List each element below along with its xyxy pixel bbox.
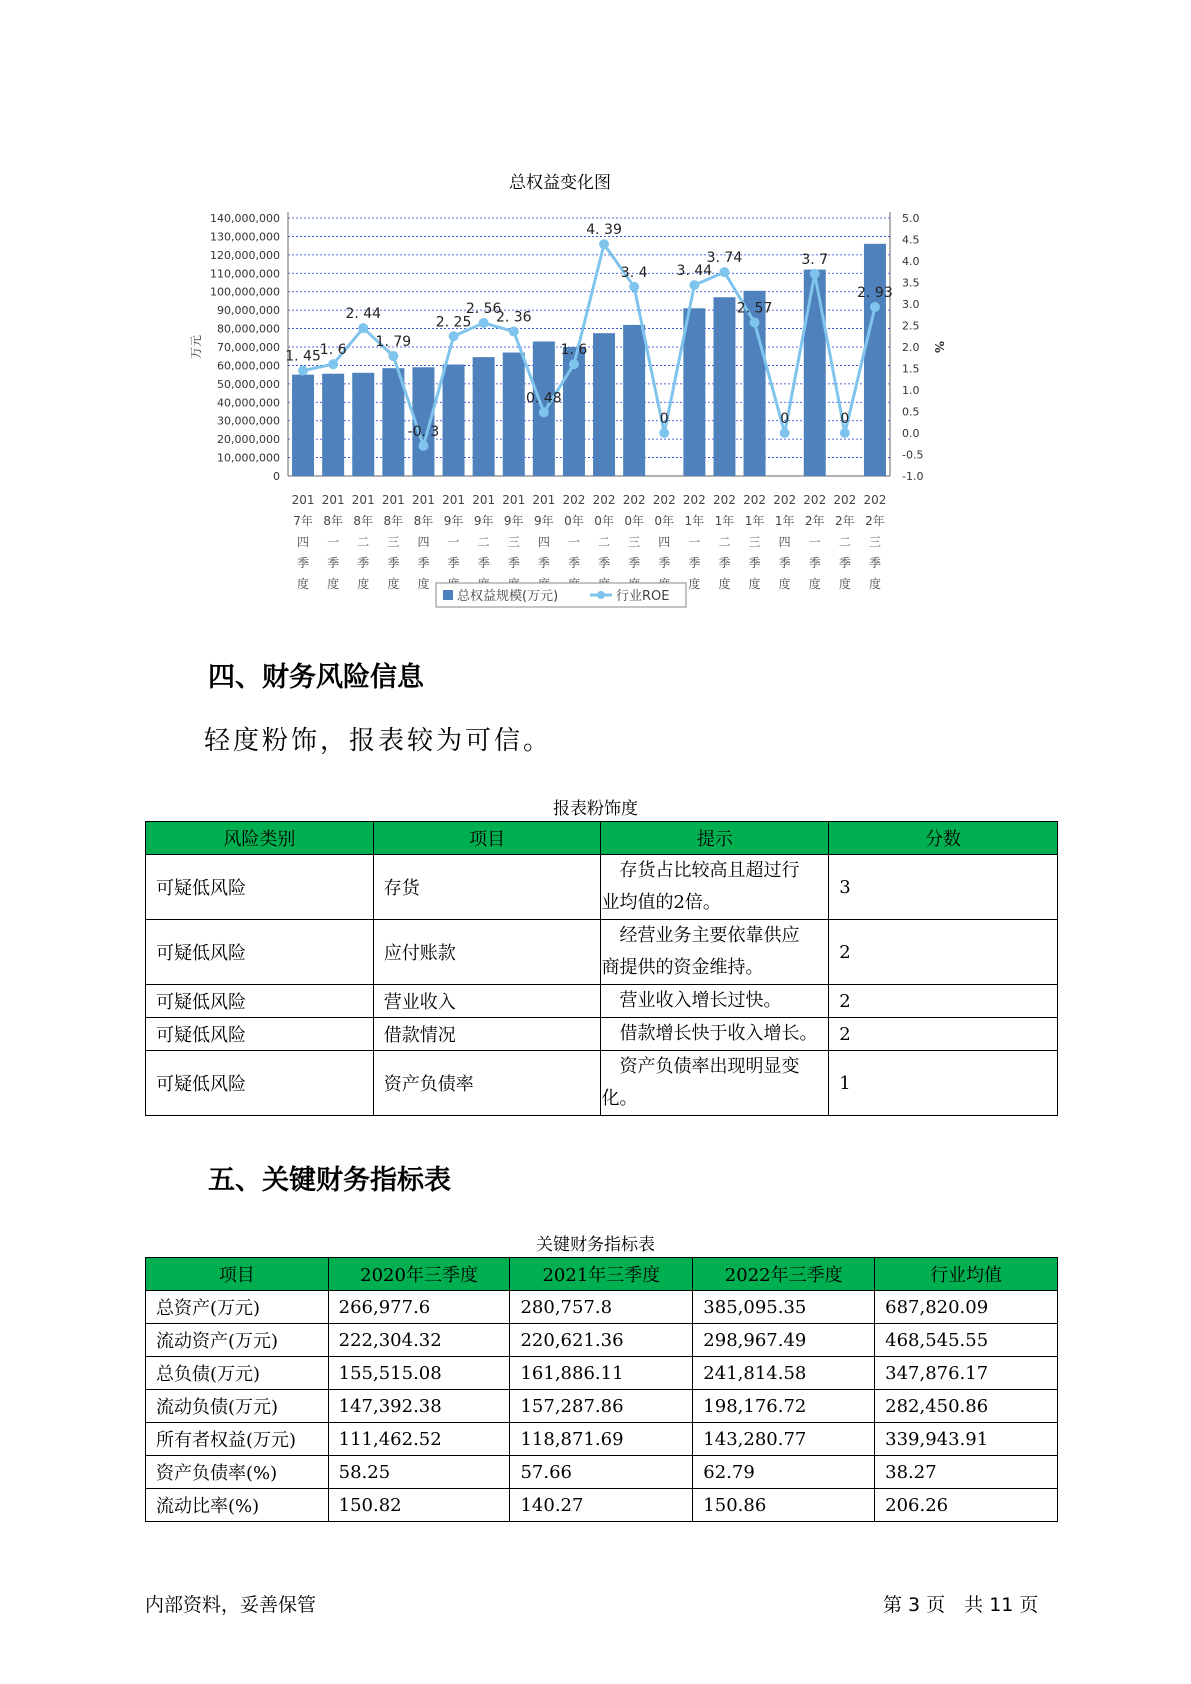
table-row	[146, 1357, 1058, 1390]
x-tick-label: 8年	[323, 514, 343, 528]
header-cell: 分数	[829, 822, 1058, 855]
x-tick-label: 202	[863, 493, 887, 507]
x-tick-label: 8年	[353, 514, 374, 528]
x-tick-label: 度	[748, 577, 761, 591]
roe-point	[840, 428, 850, 438]
x-tick-label: 二	[598, 535, 611, 549]
y-left-axis-label: 万元	[189, 334, 203, 360]
bar	[623, 325, 645, 476]
roe-point	[659, 428, 669, 438]
roe-data-label: 2. 25	[435, 314, 472, 331]
x-tick-label: 度	[297, 577, 310, 591]
roe-data-label: 1. 45	[285, 348, 321, 365]
y-left-tick-label: 100,000,000	[210, 285, 280, 299]
y-right-tick-label: 1.0	[902, 384, 920, 397]
risk-category: 可疑低风险	[146, 985, 374, 1018]
risk-item: 营业收入	[373, 985, 601, 1018]
x-tick-label: 一	[688, 535, 701, 549]
x-tick-label: 1年	[714, 514, 735, 528]
x-tick-label: 季	[658, 556, 671, 570]
chart-title: 总权益变化图	[509, 173, 611, 193]
roe-point	[358, 323, 368, 333]
metric-name: 资产负债率(%)	[146, 1456, 329, 1489]
y-left-tick-label: 40,000,000	[217, 396, 280, 410]
x-tick-label: 三	[748, 535, 761, 549]
x-tick-label: 二	[718, 535, 731, 549]
y-right-tick-label: 3.5	[902, 276, 920, 290]
metric-value: 222,304.32	[328, 1324, 510, 1357]
metric-value: 140.27	[510, 1489, 693, 1522]
risk-item: 借款情况	[373, 1018, 601, 1051]
x-tick-label: 0年	[594, 514, 614, 528]
metric-value: 62.79	[693, 1456, 875, 1489]
risk-tip-line: 业均值的2倍。	[601, 892, 721, 913]
legend-bar-label: 总权益规模(万元)	[457, 589, 559, 604]
roe-data-label: 0. 48	[526, 390, 562, 407]
roe-data-label: 0	[780, 411, 790, 427]
roe-point	[449, 331, 459, 341]
risk-tip-line: 资产负债率出现明显变	[601, 1056, 800, 1077]
table-row	[146, 1456, 1058, 1489]
metric-value: 38.27	[875, 1456, 1058, 1489]
y-right-tick-label: 2.0	[902, 341, 920, 354]
legend-bar-swatch	[443, 590, 453, 600]
header-cell: 行业均值	[875, 1258, 1058, 1291]
x-tick-label: 201	[321, 493, 345, 507]
x-tick-label: 度	[718, 577, 731, 591]
y-right-axis-label: %	[932, 340, 946, 354]
metric-name: 所有者权益(万元)	[146, 1423, 329, 1456]
y-left-tick-label: 130,000,000	[210, 230, 280, 244]
metric-value: 155,515.08	[328, 1357, 510, 1390]
bar	[503, 353, 525, 476]
y-right-tick-label: 0.0	[902, 427, 920, 440]
risk-tip	[601, 920, 829, 985]
x-tick-label: 202	[562, 493, 586, 507]
x-tick-label: 度	[838, 577, 851, 591]
roe-data-label: 1. 79	[375, 334, 412, 351]
risk-tip: 借款增长快于收入增长。	[601, 1018, 829, 1051]
table-row	[146, 1489, 1058, 1522]
roe-data-label: 2. 44	[345, 306, 382, 323]
x-tick-label: 1年	[744, 514, 765, 528]
section4-summary: 轻度粉饰，报表较为可信。	[204, 726, 553, 756]
x-tick-label: 四	[658, 535, 671, 549]
roe-data-label: 3. 74	[706, 250, 743, 267]
x-tick-label: 季	[477, 556, 490, 570]
y-left-tick-label: 90,000,000	[217, 304, 280, 318]
metric-value: 282,450.86	[875, 1390, 1058, 1423]
x-tick-label: 8年	[413, 514, 434, 528]
y-left-tick-label: 120,000,000	[210, 248, 280, 262]
table-row	[146, 1423, 1058, 1456]
roe-data-label: 3. 44	[676, 263, 713, 280]
x-tick-label: 度	[357, 577, 370, 591]
x-tick-label: 二	[838, 535, 851, 549]
roe-data-label: 1. 6	[319, 342, 347, 359]
x-tick-label: 季	[598, 556, 611, 570]
x-tick-label: 0年	[654, 514, 675, 528]
header-cell: 提示	[601, 822, 829, 855]
x-tick-label: 三	[868, 535, 881, 549]
risk-tip-line: 存货占比较高且超过行	[601, 860, 800, 881]
roe-data-label: 3. 7	[801, 251, 829, 268]
x-tick-label: 0年	[624, 514, 644, 528]
roe-point	[569, 359, 579, 369]
metric-value: 339,943.91	[875, 1423, 1058, 1456]
x-tick-label: 202	[622, 493, 646, 507]
roe-point	[509, 327, 519, 337]
legend-line-marker	[597, 591, 605, 599]
risk-category: 可疑低风险	[146, 855, 374, 920]
bar	[352, 373, 374, 476]
x-tick-label: 季	[748, 556, 761, 570]
table-row	[146, 855, 1058, 920]
equity-chart	[170, 168, 950, 618]
risk-item: 应付账款	[373, 920, 601, 985]
x-tick-label: 二	[477, 535, 490, 549]
x-tick-label: 201	[472, 493, 496, 507]
metric-value: 57.66	[510, 1456, 693, 1489]
y-right-tick-label: 5.0	[902, 212, 920, 225]
bar	[804, 270, 826, 476]
y-right-tick-label: 4.5	[902, 233, 920, 247]
x-tick-label: 一	[447, 535, 460, 549]
metric-value: 58.25	[328, 1456, 510, 1489]
x-tick-label: 9年	[534, 514, 554, 528]
risk-score: 2	[829, 1018, 1058, 1051]
risk-item: 资产负债率	[373, 1051, 601, 1116]
x-tick-label: 202	[652, 493, 676, 507]
table-row	[146, 1018, 1058, 1051]
risk-table-header	[146, 822, 1058, 855]
x-tick-label: 7年	[293, 514, 313, 528]
bar	[593, 333, 615, 476]
y-left-tick-label: 20,000,000	[217, 433, 280, 447]
y-right-tick-label: 3.0	[902, 298, 920, 311]
x-tick-label: 201	[502, 493, 526, 507]
kfi-table-header	[146, 1258, 1058, 1291]
metric-value: 468,545.55	[875, 1324, 1058, 1357]
table-row	[146, 985, 1058, 1018]
x-tick-label: 季	[718, 556, 731, 570]
metric-name: 总负债(万元)	[146, 1357, 329, 1390]
metric-value: 150.82	[328, 1489, 510, 1522]
roe-data-label: 1. 6	[560, 342, 588, 359]
x-tick-label: 1年	[684, 514, 705, 528]
page-number: 第 3 页 共 11 页	[883, 1594, 1039, 1616]
x-tick-label: 度	[387, 577, 400, 591]
roe-point	[719, 267, 729, 277]
risk-tip	[601, 1051, 829, 1116]
x-tick-label: 季	[628, 556, 641, 570]
risk-table-caption: 报表粉饰度	[553, 799, 638, 819]
x-tick-label: 202	[803, 493, 827, 507]
metric-value: 385,095.35	[693, 1291, 875, 1324]
section5-heading: 五、关键财务指标表	[208, 1165, 451, 1196]
y-right-tick-label: 4.0	[902, 255, 920, 268]
section4-heading: 四、财务风险信息	[208, 662, 424, 693]
x-tick-label: 季	[778, 556, 791, 570]
metric-value: 220,621.36	[510, 1324, 693, 1357]
roe-data-label: 2. 56	[465, 300, 502, 317]
x-tick-label: 季	[567, 556, 580, 570]
metric-value: 280,757.8	[510, 1291, 693, 1324]
x-tick-label: 季	[808, 556, 821, 570]
risk-item: 存货	[373, 855, 601, 920]
x-tick-label: 202	[833, 493, 857, 507]
x-tick-label: 201	[381, 493, 405, 507]
roe-data-label: 2. 36	[495, 309, 532, 326]
risk-tip: 营业收入增长过快。	[601, 985, 829, 1018]
y-right-tick-label: 2.5	[902, 319, 920, 333]
x-tick-label: 9年	[443, 514, 464, 528]
x-tick-label: 季	[688, 556, 701, 570]
bar	[683, 308, 705, 476]
x-tick-label: 9年	[473, 514, 494, 528]
x-tick-label: 季	[868, 556, 881, 570]
x-tick-label: 202	[773, 493, 797, 507]
x-tick-label: 一	[808, 535, 821, 549]
bar	[382, 368, 404, 476]
y-left-tick-label: 10,000,000	[217, 451, 280, 465]
roe-point	[780, 428, 790, 438]
x-tick-label: 201	[532, 493, 556, 507]
x-tick-label: 1年	[774, 514, 795, 528]
risk-score: 1	[829, 1051, 1058, 1116]
x-tick-label: 202	[682, 493, 706, 507]
header-cell: 风险类别	[146, 822, 374, 855]
roe-point	[298, 366, 308, 376]
x-tick-label: 2年	[835, 514, 855, 528]
legend-line-label: 行业ROE	[616, 589, 670, 604]
y-right-tick-label: -0.5	[902, 448, 924, 462]
roe-point	[599, 239, 609, 249]
metric-value: 111,462.52	[328, 1423, 510, 1456]
roe-point	[629, 282, 639, 292]
x-tick-label: 201	[411, 493, 435, 507]
x-tick-label: 四	[297, 535, 310, 549]
metric-value: 241,814.58	[693, 1357, 875, 1390]
roe-data-label: 2. 93	[857, 285, 893, 302]
risk-score: 2	[829, 985, 1058, 1018]
table-row	[146, 1390, 1058, 1423]
header-cell: 项目	[146, 1258, 329, 1291]
bar	[443, 365, 465, 476]
x-tick-label: 度	[778, 577, 791, 591]
risk-score: 3	[829, 855, 1058, 920]
x-tick-label: 季	[537, 556, 550, 570]
x-tick-label: 季	[417, 556, 430, 570]
table-row	[146, 920, 1058, 985]
x-tick-label: 季	[387, 556, 400, 570]
metric-value: 161,886.11	[510, 1357, 693, 1390]
roe-data-label: 3. 4	[620, 264, 648, 281]
metric-value: 147,392.38	[328, 1390, 510, 1423]
y-left-tick-label: 60,000,000	[217, 359, 280, 373]
x-tick-label: 201	[291, 493, 315, 507]
x-tick-label: 一	[327, 535, 340, 549]
x-tick-label: 季	[838, 556, 851, 570]
metric-value: 266,977.6	[328, 1291, 510, 1324]
kfi-table	[145, 1257, 1058, 1522]
x-tick-label: 度	[688, 577, 701, 591]
metric-value: 347,876.17	[875, 1357, 1058, 1390]
bar	[713, 297, 735, 476]
x-tick-label: 季	[447, 556, 460, 570]
roe-data-label: -0. 3	[407, 423, 440, 440]
y-right-tick-label: -1.0	[902, 470, 924, 483]
roe-point	[539, 407, 549, 417]
metric-name: 流动比率(%)	[146, 1489, 329, 1522]
metric-value: 298,967.49	[693, 1324, 875, 1357]
x-tick-label: 季	[507, 556, 520, 570]
metric-value: 198,176.72	[693, 1390, 875, 1423]
table-row	[146, 1291, 1058, 1324]
header-cell: 项目	[373, 822, 601, 855]
metric-value: 150.86	[693, 1489, 875, 1522]
risk-score: 2	[829, 920, 1058, 985]
roe-data-label: 2. 57	[736, 300, 773, 317]
footer-note: 内部资料，妥善保管	[145, 1594, 317, 1616]
x-tick-label: 四	[778, 535, 791, 549]
metric-value: 118,871.69	[510, 1423, 693, 1456]
x-tick-label: 度	[808, 577, 821, 591]
x-tick-label: 202	[592, 493, 616, 507]
x-tick-label: 8年	[383, 514, 404, 528]
risk-category: 可疑低风险	[146, 1051, 374, 1116]
risk-category: 可疑低风险	[146, 920, 374, 985]
x-tick-label: 0年	[564, 514, 584, 528]
bar	[864, 244, 886, 476]
x-tick-label: 季	[297, 556, 310, 570]
x-tick-label: 度	[327, 577, 340, 591]
y-left-tick-label: 110,000,000	[210, 267, 280, 281]
roe-point	[328, 359, 338, 369]
x-tick-label: 四	[417, 535, 430, 549]
x-tick-label: 三	[507, 535, 520, 549]
y-left-tick-label: 50,000,000	[217, 377, 280, 391]
roe-point	[418, 441, 428, 451]
roe-point	[479, 318, 489, 328]
x-tick-label: 季	[327, 556, 340, 570]
risk-tip-line: 化。	[601, 1088, 638, 1109]
metric-value: 143,280.77	[693, 1423, 875, 1456]
risk-tip-line: 商提供的资金维持。	[601, 957, 764, 978]
roe-point	[750, 317, 760, 327]
roe-point	[870, 302, 880, 312]
bar	[322, 374, 344, 476]
x-tick-label: 202	[743, 493, 767, 507]
metric-value: 206.26	[875, 1489, 1058, 1522]
risk-tip-line: 经营业务主要依靠供应	[601, 925, 800, 946]
x-tick-label: 9年	[503, 514, 524, 528]
x-tick-label: 度	[417, 577, 430, 591]
metric-name: 流动负债(万元)	[146, 1390, 329, 1423]
table-row	[146, 1051, 1058, 1116]
x-tick-label: 201	[351, 493, 375, 507]
risk-table	[145, 821, 1058, 1116]
y-left-tick-label: 30,000,000	[217, 414, 280, 428]
x-tick-label: 三	[387, 535, 400, 549]
risk-tip	[601, 855, 829, 920]
y-left-tick-label: 70,000,000	[217, 341, 280, 354]
chart-svg	[170, 168, 950, 618]
x-tick-label: 二	[357, 535, 370, 549]
y-right-tick-label: 1.5	[902, 362, 920, 376]
roe-point	[810, 269, 820, 279]
x-tick-label: 四	[537, 535, 550, 549]
metric-name: 总资产(万元)	[146, 1291, 329, 1324]
header-cell: 2020年三季度	[328, 1258, 510, 1291]
y-left-tick-label: 80,000,000	[217, 322, 280, 336]
kfi-table-caption: 关键财务指标表	[536, 1235, 655, 1255]
metric-value: 157,287.86	[510, 1390, 693, 1423]
header-cell: 2022年三季度	[693, 1258, 875, 1291]
x-tick-label: 202	[712, 493, 736, 507]
x-tick-label: 三	[628, 535, 641, 549]
roe-data-label: 0	[840, 411, 850, 427]
bar	[473, 357, 495, 476]
x-tick-label: 季	[357, 556, 370, 570]
table-row	[146, 1324, 1058, 1357]
risk-category: 可疑低风险	[146, 1018, 374, 1051]
x-tick-label: 2年	[865, 514, 885, 528]
bar	[292, 375, 314, 476]
header-cell: 2021年三季度	[510, 1258, 693, 1291]
metric-name: 流动资产(万元)	[146, 1324, 329, 1357]
x-tick-label: 度	[868, 577, 881, 591]
y-left-tick-label: 0	[273, 470, 280, 483]
roe-point	[689, 280, 699, 290]
y-right-tick-label: 0.5	[902, 405, 920, 419]
x-tick-label: 一	[567, 535, 580, 549]
y-left-tick-label: 140,000,000	[210, 212, 280, 225]
roe-data-label: 4. 39	[586, 222, 622, 239]
roe-point	[388, 351, 398, 361]
metric-value: 687,820.09	[875, 1291, 1058, 1324]
x-tick-label: 201	[442, 493, 466, 507]
x-tick-label: 2年	[804, 514, 825, 528]
roe-data-label: 0	[659, 411, 669, 427]
